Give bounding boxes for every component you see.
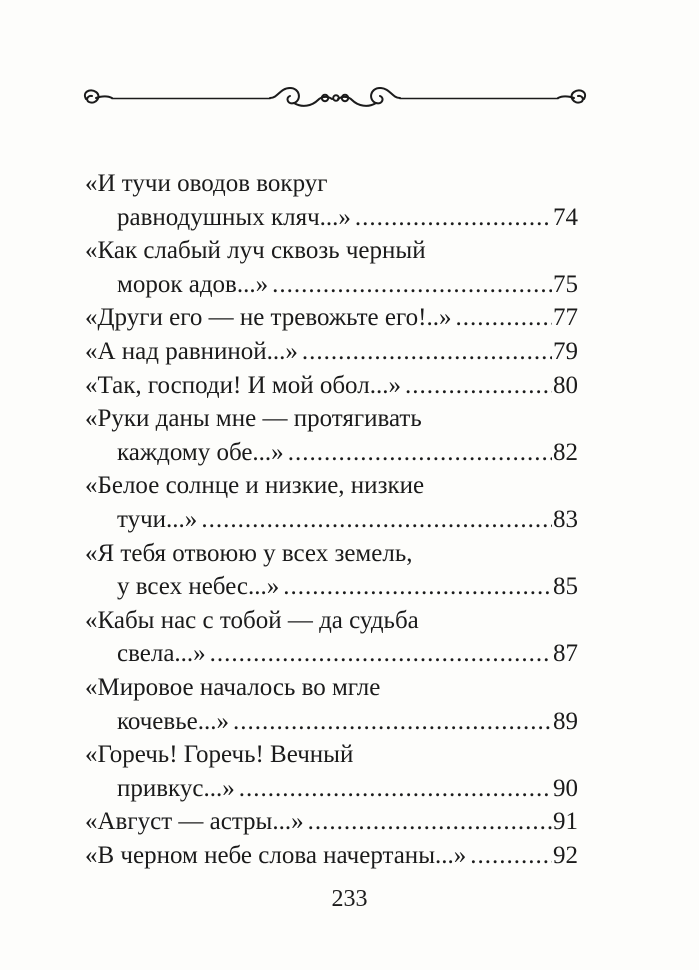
toc-entry-page: 79 [553, 337, 578, 365]
toc-entry-12 [85, 805, 578, 839]
toc-entry-title: «Мировое началось во мгле [85, 673, 381, 701]
toc-entry-page: 80 [553, 371, 578, 399]
toc-entry-page: 91 [553, 808, 578, 836]
toc-entry-4 [85, 335, 578, 369]
toc-entry-title-cont: каждому обе...» [117, 438, 284, 466]
toc-entry-page: 92 [553, 841, 578, 869]
leader-dots [308, 805, 552, 839]
toc-entry-page: 89 [553, 707, 578, 735]
leader-dots [302, 335, 552, 369]
toc-entry-title: «Как слабый луч сквозь черный [85, 237, 426, 265]
toc-entry-title: «Так, господи! И мой обол...» [85, 371, 401, 399]
toc-entry-title: «Други его — не тревожьте его!..» [85, 304, 452, 332]
toc-entry-7 [85, 469, 578, 536]
toc-entry-title-cont: морок адов...» [117, 270, 269, 298]
leader-dots [288, 436, 552, 470]
toc-entry-13 [85, 839, 578, 873]
toc-entry-title-cont: у всех небес...» [117, 573, 280, 601]
ornament-icon [80, 78, 590, 118]
toc-entry-title-cont: равнодушных кляч...» [117, 203, 351, 231]
leader-dots [233, 705, 552, 739]
toc-entry-10 [85, 671, 578, 738]
leader-dots [239, 772, 552, 806]
toc-entry-9 [85, 604, 578, 671]
toc-entry-3 [85, 301, 578, 335]
toc-entry-6 [85, 402, 578, 469]
toc-entry-title: «Кабы нас с тобой — да судьба [85, 606, 419, 634]
toc-entry-page: 85 [553, 573, 578, 601]
leader-dots [355, 201, 552, 235]
table-of-contents [85, 167, 578, 872]
toc-entry-2 [85, 234, 578, 301]
toc-entry-page: 83 [553, 505, 578, 533]
toc-entry-page: 82 [553, 438, 578, 466]
toc-entry-title: «А над равниной...» [85, 337, 298, 365]
toc-entry-page: 74 [553, 203, 578, 231]
toc-entry-1 [85, 167, 578, 234]
toc-entry-11 [85, 738, 578, 805]
toc-entry-8 [85, 537, 578, 604]
toc-entry-page: 77 [553, 304, 578, 332]
toc-entry-title: «Горечь! Горечь! Вечный [85, 741, 354, 769]
toc-entry-title-cont: кочевье...» [117, 707, 229, 735]
toc-entry-title: «Белое солнце и низкие, низкие [85, 472, 425, 500]
leader-dots [470, 839, 552, 873]
leader-dots [405, 369, 552, 403]
leader-dots [283, 570, 552, 604]
toc-entry-title-cont: тучи...» [117, 505, 198, 533]
leader-dots [210, 637, 552, 671]
leader-dots [201, 503, 552, 537]
toc-entry-5 [85, 369, 578, 403]
toc-entry-title: «Я тебя отвоюю у всех земель, [85, 539, 413, 567]
toc-entry-title: «В черном небе слова начертаны...» [85, 841, 467, 869]
toc-entry-title: «Август — астры...» [85, 808, 304, 836]
toc-entry-title-cont: свела...» [117, 640, 206, 668]
leader-dots [455, 301, 552, 335]
toc-entry-page: 87 [553, 640, 578, 668]
toc-entry-page: 90 [553, 774, 578, 802]
toc-entry-page: 75 [553, 270, 578, 298]
toc-entry-title: «И тучи оводов вокруг [85, 170, 328, 197]
page-number: 233 [331, 886, 368, 912]
toc-entry-title: «Руки даны мне — протягивать [85, 405, 422, 433]
toc-entry-title-cont: привкус...» [117, 774, 235, 802]
leader-dots [272, 268, 552, 302]
